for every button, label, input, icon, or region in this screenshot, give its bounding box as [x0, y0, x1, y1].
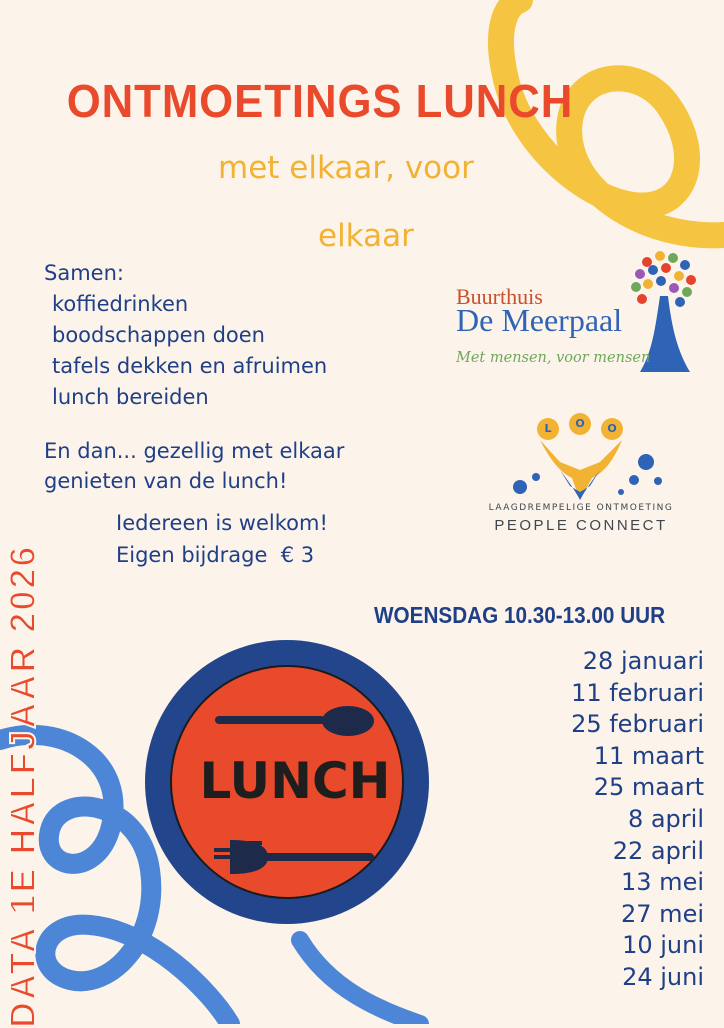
lao-logo-line-1: LAAGDREMPELIGE ONTMOETING [488, 503, 674, 513]
enjoy-text-line-1: En dan... gezellig met elkaar [44, 439, 345, 463]
plate-lunch-text: LUNCH [199, 752, 391, 810]
lao-badge-letter: L [544, 422, 552, 435]
poster-title: ONTMOETINGS LUNCH [66, 75, 574, 127]
welcome-text: Iedereen is welkom! [116, 511, 328, 535]
date-item: 13 mei [621, 868, 704, 897]
activity-item: koffiedrinken [52, 292, 189, 316]
activity-item: tafels dekken en afruimen [52, 354, 328, 378]
subtitle-line-2: elkaar [318, 218, 414, 254]
lao-badge-letter: O [575, 417, 585, 430]
date-item: 11 maart [593, 741, 704, 770]
meerpaal-logo-line-2: De Meerpaal [456, 302, 623, 338]
schedule-heading: WOENSDAG 10.30-13.00 UUR [374, 602, 666, 628]
activity-item: lunch bereiden [52, 385, 209, 409]
date-item: 25 februari [571, 710, 704, 739]
date-item: 10 juni [622, 931, 704, 960]
contribution-text: Eigen bijdrage € 3 [116, 543, 315, 567]
activities-heading: Samen: [44, 261, 124, 285]
lao-logo-line-2: PEOPLE CONNECT [494, 517, 668, 534]
vertical-period-label: DATA 1E HALFJAAR 2026 [2, 544, 43, 1028]
blue-swirl-tail-decoration [300, 940, 420, 1024]
date-item: 22 april [612, 836, 704, 865]
date-item: 24 juni [622, 962, 704, 991]
date-item: 28 januari [582, 647, 704, 675]
lao-badge-letter: O [607, 422, 617, 435]
meerpaal-logo-slogan: Met mensen, voor mensen [456, 350, 651, 366]
date-list [464, 646, 704, 994]
activities-list [44, 258, 327, 413]
subtitle-line-1: met elkaar, voor [218, 150, 474, 186]
enjoy-text-line-2: genieten van de lunch! [44, 469, 288, 493]
date-item: 8 april [627, 804, 704, 833]
meerpaal-logo-line-1: Buurthuis [456, 284, 543, 309]
activity-item: boodschappen doen [52, 323, 265, 347]
date-item: 27 mei [621, 899, 704, 928]
date-item: 25 maart [593, 773, 704, 802]
date-item: 11 februari [571, 678, 704, 707]
